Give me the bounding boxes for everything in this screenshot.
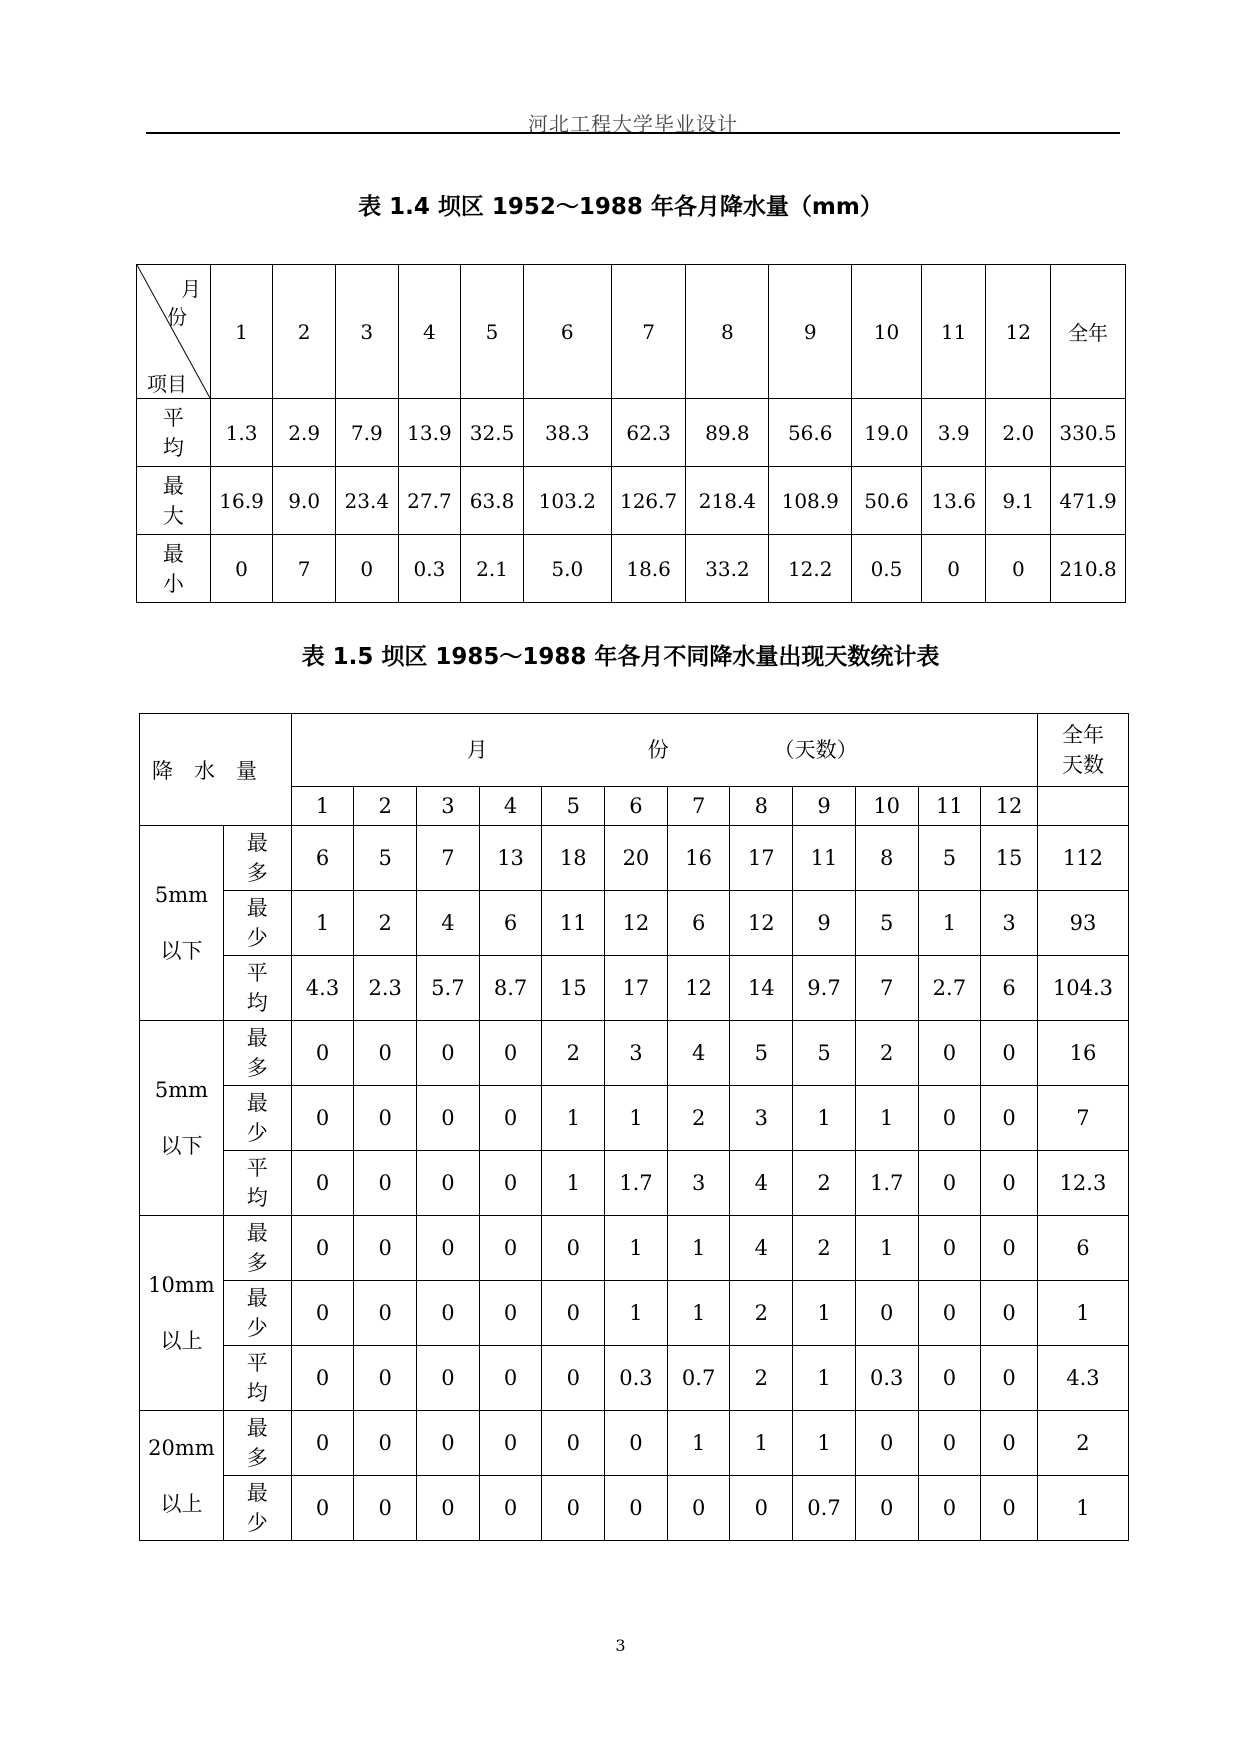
table-cell: 2 [667,1086,730,1151]
table2-row [140,1216,1129,1281]
table-cell: 12 [667,956,730,1021]
table-cell: 56.6 [769,399,852,467]
group-label [140,1411,224,1541]
table-cell: 0 [981,1021,1038,1086]
month-header: 5 [542,787,605,826]
table-cell: 0 [335,535,398,603]
table-cell: 0 [417,1411,480,1476]
sub-label-char: 最 [246,831,268,855]
month-header: 3 [417,787,480,826]
table-cell: 2.1 [461,535,524,603]
table-cell: 0 [918,1346,981,1411]
sub-label-char: 最 [246,1221,268,1245]
table-cell: 0 [417,1281,480,1346]
group-label [140,1216,224,1411]
table-cell: 4 [730,1151,793,1216]
table-cell: 0 [918,1216,981,1281]
table-cell: 2.7 [918,956,981,1021]
sub-label-char: 少 [246,1511,268,1535]
table-cell: 0 [291,1411,354,1476]
month-head-c: （天数） [773,738,858,762]
sub-label-char: 最 [246,896,268,920]
month-header: 1 [291,787,354,826]
table-cell: 0.7 [793,1476,856,1541]
table-cell: 1 [605,1281,668,1346]
month-header: 2 [273,265,336,399]
sub-label [223,826,291,891]
sub-label-char: 最 [246,1416,268,1440]
sub-label-char: 最 [246,1026,268,1050]
table-cell: 50.6 [852,467,922,535]
table1-header-row [137,265,1126,399]
table-cell: 2 [793,1216,856,1281]
sub-label-char: 少 [246,1121,268,1145]
sub-label [223,1151,291,1216]
annual-days-header-char: 全年 [1061,723,1104,747]
month-header: 7 [667,787,730,826]
table-cell: 0 [542,1346,605,1411]
sub-label-char: 平 [246,961,268,985]
sub-label-char: 最 [246,1481,268,1505]
table-cell: 0 [354,1151,417,1216]
table2-header-row [140,714,1129,787]
table1-corner-cell [137,265,211,399]
table-cell: 0 [291,1151,354,1216]
annual-cell: 16 [1037,1021,1128,1086]
month-header: 4 [479,787,542,826]
group-label-line: 以下 [160,939,203,963]
table-cell: 0 [981,1151,1038,1216]
group-label-line: 5mm [154,1078,209,1102]
annual-cell: 7 [1037,1086,1128,1151]
table-cell: 6 [291,826,354,891]
table-cell: 1 [667,1216,730,1281]
table-cell: 1 [291,891,354,956]
table-cell: 6 [981,956,1038,1021]
table-cell: 0 [542,1216,605,1281]
table-cell: 2 [793,1151,856,1216]
table-cell: 0 [981,1346,1038,1411]
table1-caption: 表 1.4 坝区 1952～1988 年各月降水量（mm） [358,194,883,220]
group-label-line: 以上 [160,1491,203,1516]
table-cell: 1.3 [210,399,273,467]
table-cell: 0.5 [852,535,922,603]
row-label-char: 大 [162,503,184,528]
table-cell: 12 [730,891,793,956]
table-cell: 0 [918,1476,981,1541]
table-cell: 17 [605,956,668,1021]
table2-row [140,826,1129,891]
sub-label-char: 少 [246,926,268,950]
group-label [140,1021,224,1216]
annual-empty-cell [1037,787,1128,826]
sub-label-char: 平 [246,1156,268,1180]
table-cell: 7 [417,826,480,891]
sub-label-char: 均 [246,1381,268,1405]
row-label-char: 小 [162,571,184,596]
table-cell: 4 [730,1216,793,1281]
table-cell: 0 [354,1281,417,1346]
table-cell: 0 [730,1476,793,1541]
sub-label-char: 平 [246,1351,268,1375]
table-cell: 0 [918,1086,981,1151]
table-cell: 0 [918,1151,981,1216]
table-cell: 14 [730,956,793,1021]
table-cell: 0 [986,535,1051,603]
table-cell: 38.3 [523,399,611,467]
month-header: 6 [605,787,668,826]
sub-label-char: 最 [246,1286,268,1310]
table-cell: 0 [479,1086,542,1151]
table-cell: 0 [354,1346,417,1411]
table-cell: 1 [793,1411,856,1476]
table-cell: 17 [730,826,793,891]
table-cell: 20 [605,826,668,891]
table-cell: 0 [291,1021,354,1086]
table-cell: 15 [981,826,1038,891]
table-cell: 2.3 [354,956,417,1021]
table-cell: 1 [918,891,981,956]
month-header: 10 [855,787,918,826]
table-cell: 6 [479,891,542,956]
table-cell: 0 [479,1281,542,1346]
header-rule [146,132,1120,134]
table-cell: 1 [793,1086,856,1151]
table-cell: 0 [918,1411,981,1476]
table-cell: 0 [354,1086,417,1151]
sub-label [223,1216,291,1281]
table2-row [140,1346,1129,1411]
table-cell: 6 [667,891,730,956]
table-cell: 0 [354,1411,417,1476]
table-cell: 33.2 [686,535,769,603]
table-cell: 0 [291,1216,354,1281]
table-cell: 2.9 [273,399,336,467]
table1-row [137,399,1126,467]
row-label-char: 最 [162,541,184,566]
table-cell: 3 [605,1021,668,1086]
table-cell: 108.9 [769,467,852,535]
table-cell: 0 [981,1281,1038,1346]
table-cell: 3 [981,891,1038,956]
table-cell: 0 [605,1476,668,1541]
table-cell: 18 [542,826,605,891]
table-cell: 2 [730,1346,793,1411]
table-cell: 0 [981,1086,1038,1151]
month-header: 5 [461,265,524,399]
table-cell: 0 [417,1476,480,1541]
annual-days-header [1037,714,1128,787]
sub-label [223,1086,291,1151]
sub-label-char: 多 [246,1056,268,1080]
table-cell: 1 [855,1216,918,1281]
annual-cell: 330.5 [1051,399,1126,467]
table-cell: 89.8 [686,399,769,467]
annual-cell: 93 [1037,891,1128,956]
table-cell: 12.2 [769,535,852,603]
row-label-char: 最 [162,473,184,498]
table1-row [137,535,1126,603]
annual-header: 全年 [1051,265,1126,399]
month-header: 3 [335,265,398,399]
month-header: 12 [981,787,1038,826]
table-cell: 13 [479,826,542,891]
table-cell: 9 [793,891,856,956]
month-head-b: 份 [647,738,669,762]
table2-row [140,1476,1129,1541]
table-cell: 32.5 [461,399,524,467]
table-cell: 0.3 [605,1346,668,1411]
table-cell: 2 [730,1281,793,1346]
month-header: 11 [918,787,981,826]
table2-caption: 表 1.5 坝区 1985～1988 年各月不同降水量出现天数统计表 [301,644,940,670]
annual-cell: 471.9 [1051,467,1126,535]
month-header: 12 [986,265,1051,399]
page-header: 河北工程大学毕业设计 [528,112,738,136]
table-cell: 11 [793,826,856,891]
table-cell: 1 [730,1411,793,1476]
table-cell: 0 [291,1086,354,1151]
table-cell: 0 [855,1411,918,1476]
month-header: 7 [611,265,686,399]
annual-cell: 104.3 [1037,956,1128,1021]
sub-label [223,1476,291,1541]
table-cell: 5 [354,826,417,891]
annual-cell: 1 [1037,1476,1128,1541]
table-cell: 1 [855,1086,918,1151]
table-cell: 103.2 [523,467,611,535]
month-header: 9 [769,265,852,399]
row-label-char: 均 [162,435,184,460]
table-cell: 7.9 [335,399,398,467]
table-cell: 1 [542,1151,605,1216]
group-label [140,826,224,1021]
month-header: 10 [852,265,922,399]
table-cell: 5 [793,1021,856,1086]
table-cell: 0 [542,1411,605,1476]
table-cell: 0 [479,1346,542,1411]
table1 [136,264,1126,603]
corner-item-label: 项目 [147,372,187,396]
table2-row [140,1086,1129,1151]
table-cell: 0 [667,1476,730,1541]
table-cell: 5 [855,891,918,956]
table-cell: 16 [667,826,730,891]
sub-label-char: 多 [246,1446,268,1470]
table-cell: 0 [291,1346,354,1411]
table-cell: 1 [605,1086,668,1151]
row-label-char: 平 [162,405,184,430]
table-cell: 27.7 [398,467,461,535]
month-header: 9 [793,787,856,826]
table-cell: 1 [793,1281,856,1346]
table-cell: 0.7 [667,1346,730,1411]
table-cell: 2 [855,1021,918,1086]
table-cell: 2 [354,891,417,956]
annual-cell: 112 [1037,826,1128,891]
table-cell: 0 [210,535,273,603]
table-cell: 4.3 [291,956,354,1021]
row-label [137,399,211,467]
month-header: 8 [730,787,793,826]
corner-month-label-1: 月 [181,277,201,301]
table-cell: 5 [918,826,981,891]
sub-label [223,1411,291,1476]
table2-row [140,891,1129,956]
table-cell: 0 [605,1411,668,1476]
table-cell: 2 [542,1021,605,1086]
table-cell: 0 [291,1476,354,1541]
table-cell: 3 [730,1086,793,1151]
table-cell: 0 [417,1346,480,1411]
annual-days-header-char: 天数 [1061,753,1104,777]
table-cell: 23.4 [335,467,398,535]
table-cell: 0 [417,1021,480,1086]
table-cell: 3 [667,1151,730,1216]
table-cell: 12 [605,891,668,956]
table-cell: 0 [479,1411,542,1476]
table-cell: 0.3 [855,1346,918,1411]
table-cell: 19.0 [852,399,922,467]
group-label-line: 10mm [148,1273,215,1297]
table-cell: 7 [855,956,918,1021]
table-cell: 1 [793,1346,856,1411]
table-cell: 16.9 [210,467,273,535]
annual-cell: 6 [1037,1216,1128,1281]
table-cell: 0 [981,1216,1038,1281]
sub-label-char: 均 [246,991,268,1015]
table-cell: 8.7 [479,956,542,1021]
sub-label [223,1346,291,1411]
table2-row [140,1021,1129,1086]
table-cell: 8 [855,826,918,891]
row-label [137,467,211,535]
group-label-line: 20mm [148,1435,215,1460]
table1-row [137,467,1126,535]
table-cell: 2.0 [986,399,1051,467]
table-cell: 1 [605,1216,668,1281]
table-cell: 3.9 [921,399,986,467]
month-header: 2 [354,787,417,826]
annual-cell: 4.3 [1037,1346,1128,1411]
table-cell: 0 [479,1216,542,1281]
table-cell: 0 [918,1021,981,1086]
table-cell: 218.4 [686,467,769,535]
sub-label-char: 少 [246,1316,268,1340]
sub-label-char: 最 [246,1091,268,1115]
precip-header: 降 水 量 [140,714,292,826]
page-number: 3 [615,1636,626,1655]
month-header: 11 [921,265,986,399]
month-header: 4 [398,265,461,399]
table-cell: 0 [918,1281,981,1346]
table2-row [140,1151,1129,1216]
table-cell: 5 [730,1021,793,1086]
sub-label [223,956,291,1021]
annual-cell: 2 [1037,1411,1128,1476]
table-cell: 0 [417,1151,480,1216]
group-label-line: 以上 [160,1329,203,1353]
table-cell: 7 [273,535,336,603]
table-cell: 0.3 [398,535,461,603]
table-cell: 0 [542,1476,605,1541]
group-label-line: 以下 [160,1134,203,1158]
month-header-span [291,714,1037,787]
table-cell: 0 [354,1021,417,1086]
table-cell: 9.7 [793,956,856,1021]
sub-label-char: 均 [246,1186,268,1210]
table-cell: 15 [542,956,605,1021]
table-cell: 5.7 [417,956,480,1021]
corner-month-label-2: 份 [167,305,187,329]
sub-label-char: 多 [246,861,268,885]
group-label-line: 5mm [154,883,209,907]
table-cell: 0 [855,1476,918,1541]
table2-row [140,956,1129,1021]
table-cell: 1.7 [605,1151,668,1216]
table-cell: 0 [479,1021,542,1086]
table-cell: 4 [417,891,480,956]
month-head-a: 月 [466,738,488,762]
table-cell: 1.7 [855,1151,918,1216]
sub-label [223,891,291,956]
table-cell: 0 [479,1151,542,1216]
table2-row [140,1411,1129,1476]
sub-label-char: 多 [246,1251,268,1275]
table-cell: 13.9 [398,399,461,467]
table-cell: 62.3 [611,399,686,467]
table-cell: 11 [542,891,605,956]
annual-cell: 210.8 [1051,535,1126,603]
sub-label [223,1281,291,1346]
table-cell: 0 [855,1281,918,1346]
annual-cell: 1 [1037,1281,1128,1346]
month-header: 6 [523,265,611,399]
table-cell: 126.7 [611,467,686,535]
table-cell: 13.6 [921,467,986,535]
table-cell: 0 [354,1216,417,1281]
table-cell: 0 [479,1476,542,1541]
table-cell: 9.1 [986,467,1051,535]
table-cell: 0 [542,1281,605,1346]
table-cell: 0 [354,1476,417,1541]
table-cell: 0 [981,1411,1038,1476]
month-header: 1 [210,265,273,399]
sub-label [223,1021,291,1086]
row-label [137,535,211,603]
table-cell: 4 [667,1021,730,1086]
table-cell: 1 [667,1281,730,1346]
table-cell: 0 [291,1281,354,1346]
table-cell: 0 [417,1086,480,1151]
table-cell: 1 [667,1411,730,1476]
table-cell: 1 [542,1086,605,1151]
table-cell: 0 [981,1476,1038,1541]
table2 [139,713,1129,1541]
annual-cell: 12.3 [1037,1151,1128,1216]
table2-row [140,1281,1129,1346]
table-cell: 9.0 [273,467,336,535]
table-cell: 0 [417,1216,480,1281]
month-header: 8 [686,265,769,399]
table-cell: 18.6 [611,535,686,603]
table-cell: 63.8 [461,467,524,535]
table-cell: 5.0 [523,535,611,603]
table-cell: 0 [921,535,986,603]
